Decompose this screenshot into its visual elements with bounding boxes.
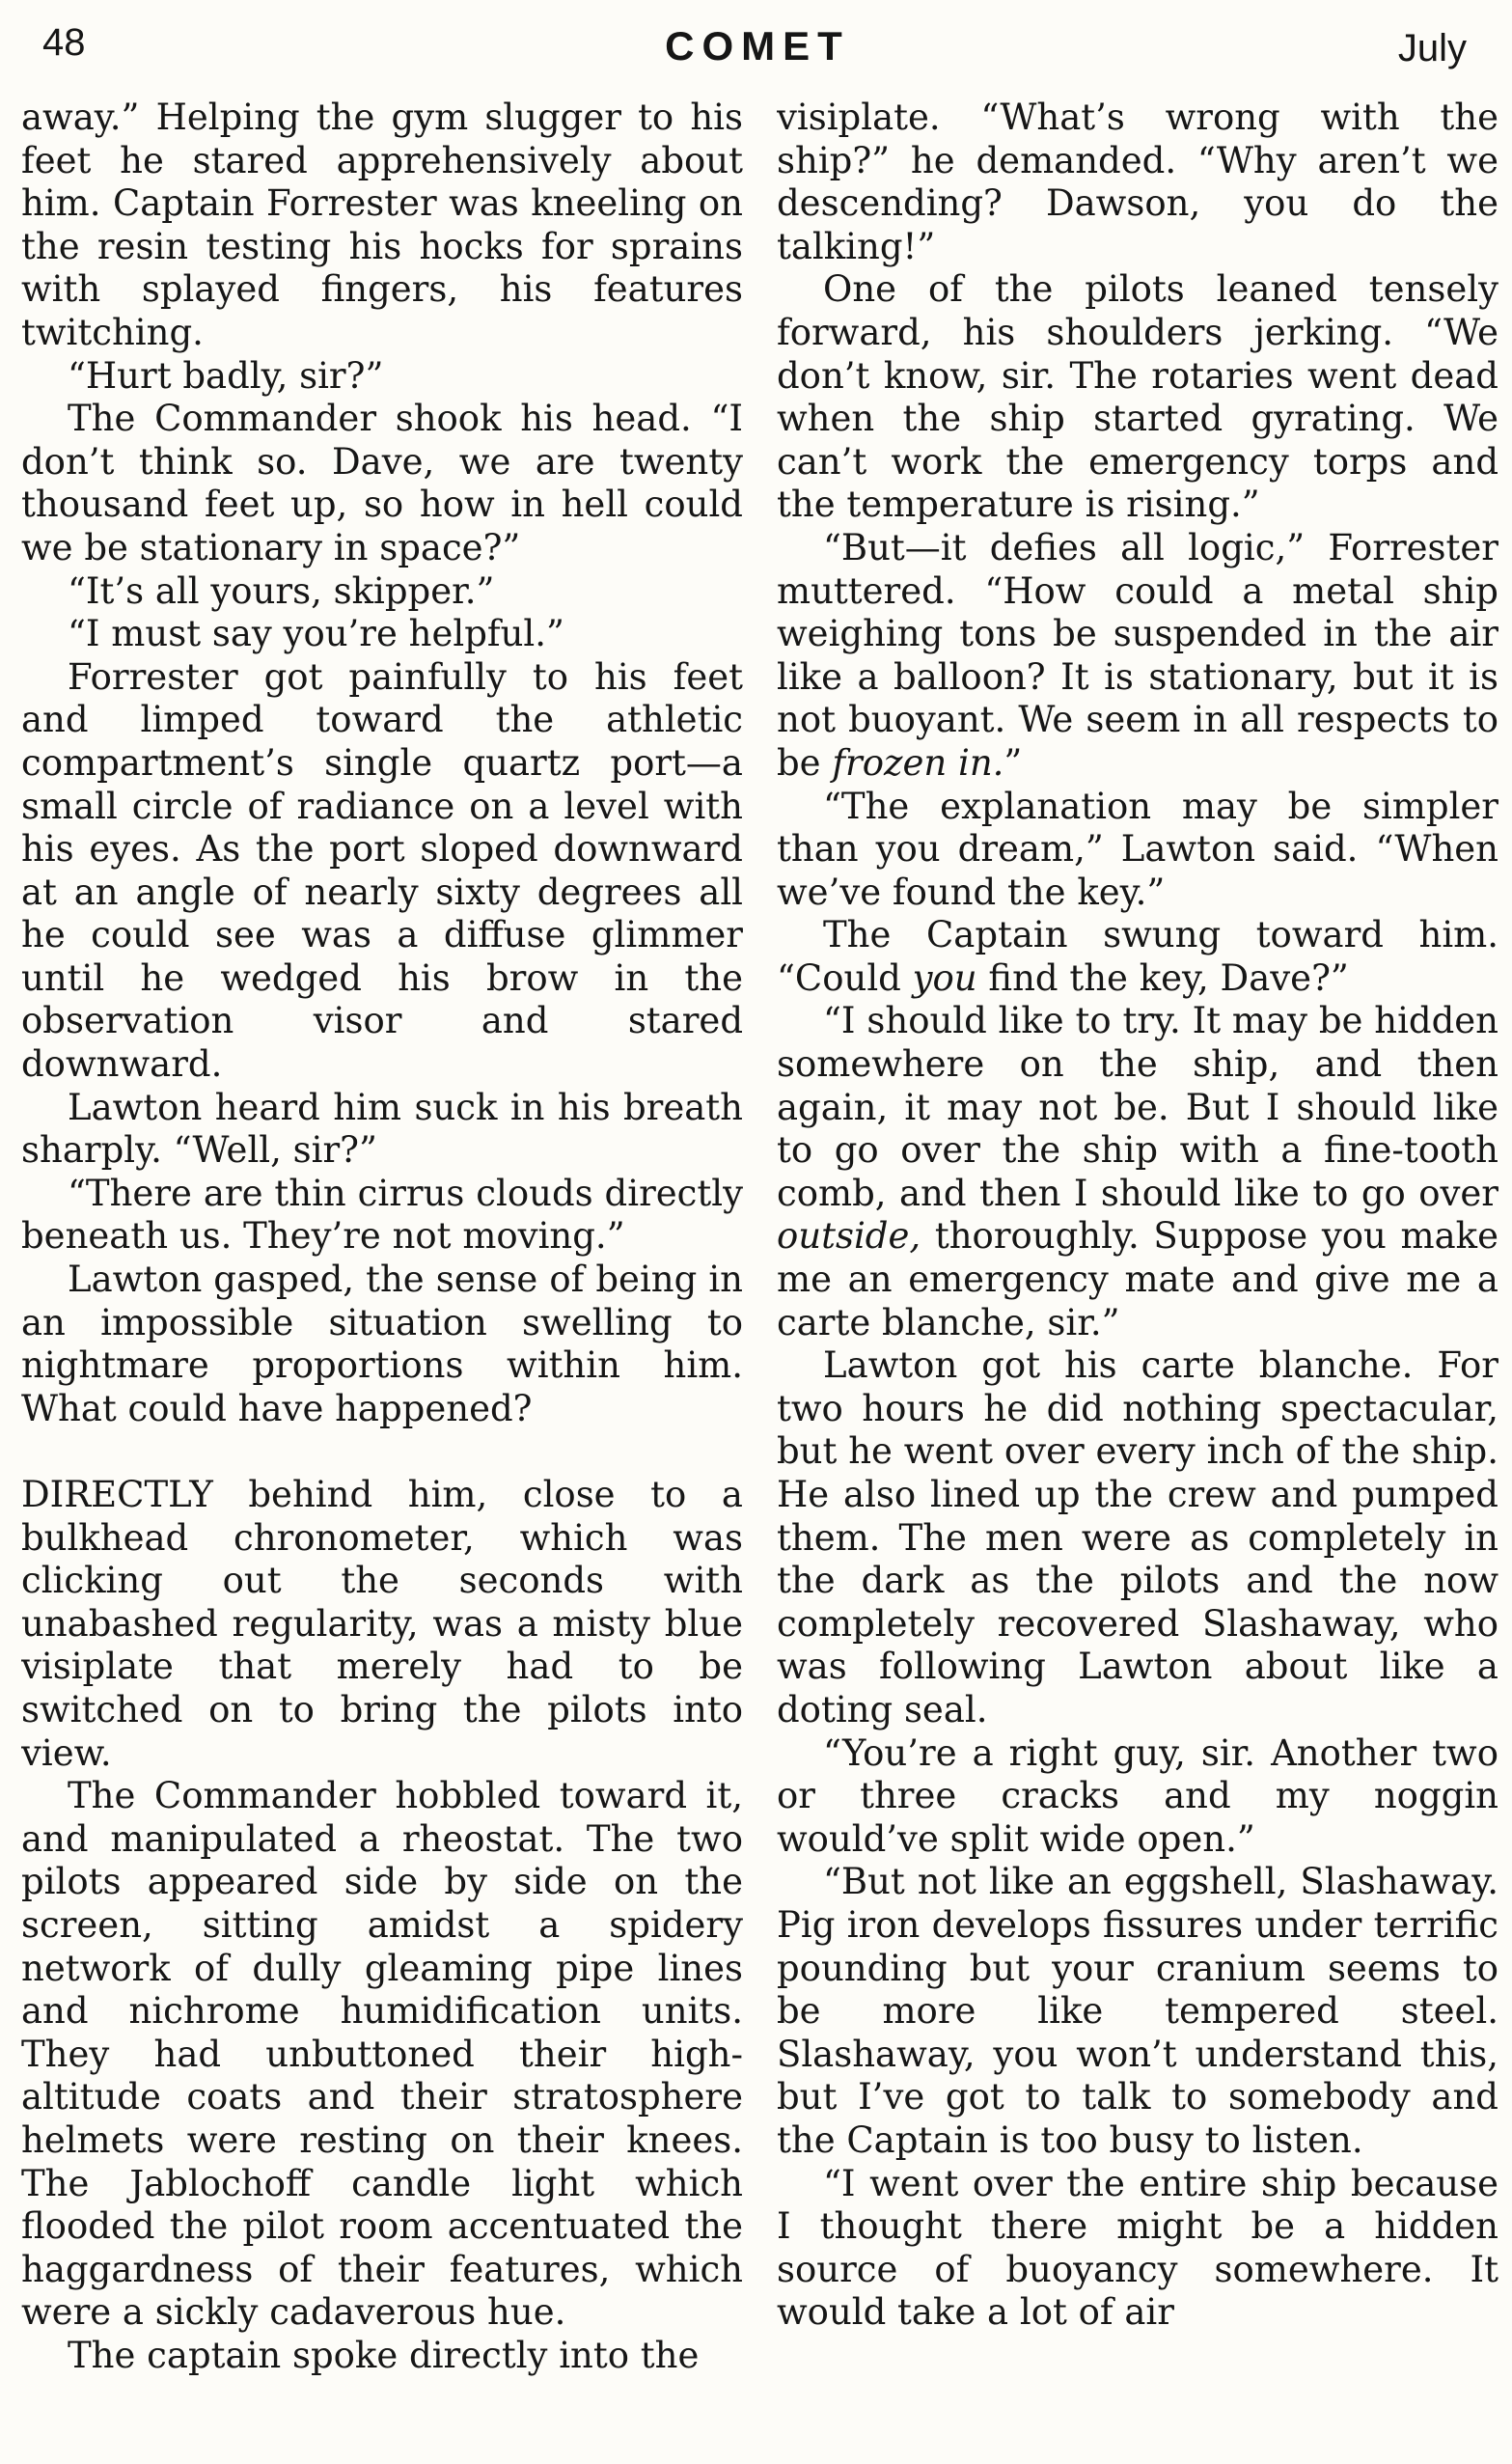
paragraph: [777, 914, 1498, 1000]
text-run: “I should like to try. It may be hidden somewhere on the ship, and then again, it may not be. But I should like to go over the ship with a fine-tooth comb, and then I should like to go over: [777, 1000, 1498, 1214]
paragraph: “Hurt badly, sir?”: [68, 354, 384, 397]
paragraph: visiplate. “What’s wrong with the ship?” he demanded. “Why aren’t we descending? Dawson, you do the talking!”: [777, 97, 1498, 267]
text-run: ”: [1003, 741, 1023, 784]
magazine-title: COMET: [665, 23, 850, 69]
paragraph: “There are thin cirrus clouds directly beneath us. They’re not moving.”: [21, 1172, 743, 1258]
text-run: find the key, Dave?”: [976, 956, 1349, 999]
section-start-paragraph: DIRECTLY behind him, close to a bulkhead chronometer, which was clicking out the seconds with unabashed regularity, was a misty blue visiplate that merely had to be switched on to bring the pilots into view.: [21, 1474, 743, 1774]
paragraph: Lawton gasped, the sense of being in an impossible situation swelling to nightmare proportions within him. What could have happened?: [21, 1259, 743, 1429]
paragraph: The Commander shook his head. “I don’t think so. Dave, we are twenty thousand feet up, so how in hell could we be stationary in space?”: [21, 398, 743, 568]
paragraph: “You’re a right guy, sir. Another two or three cracks and my noggin would’ve split wide open.”: [777, 1731, 1498, 1860]
paragraph: One of the pilots leaned tensely forward, his shoulders jerking. “We don’t know, sir. The rotaries went dead when the ship started gyrating. We can’t work the emergency torps and the temperature is rising.”: [777, 268, 1498, 526]
paragraph: “I must say you’re helpful.”: [68, 613, 564, 655]
page-header: [39, 21, 1476, 79]
issue-month: July: [1397, 27, 1467, 69]
paragraph: Forrester got painfully to his feet and limped toward the athletic compartment’s single quartz port—a small circle of radiance on a level with his eyes. As the port sloped downward at an angle of nearly sixty degrees all he could see was a diffuse glimmer until he wedged his brow in the observation visor and stared downward.: [21, 655, 743, 1086]
paragraph: “The explanation may be simpler than you dream,” Lawton said. “When we’ve found the key.”: [777, 785, 1498, 913]
text-run: “But—it defies all logic,” Forrester muttered. “How could a metal ship weighing tons be suspended in the air like a balloon? It is stationary, but it is not buoyant. We seem in all respects to be: [777, 526, 1498, 784]
paragraph: away.” Helping the gym slugger to his feet he stared apprehensively about him. Captain Forrester was kneeling on the resin testing his hocks for sprains with splayed fingers, his features twitching.: [21, 97, 743, 353]
paragraph: “But not like an eggshell, Slashaway. Pig iron develops fissures under terrific pounding but your cranium seems to be more like tempered steel. Slashaway, you won’t understand this, but I’ve got to talk to somebody and the Captain is too busy to listen.: [777, 1861, 1498, 2161]
paragraph: The captain spoke directly into the: [68, 2334, 700, 2376]
paragraph: Lawton heard him suck in his breath sharply. “Well, sir?”: [21, 1086, 743, 1172]
italic-text: you: [912, 956, 977, 999]
left-column: [21, 97, 743, 2451]
italic-text: outside,: [777, 1215, 921, 1258]
paragraph: “I went over the entire ship because I thought there might be a hidden source of buoyancy somewhere. It would take a lot of air: [777, 2162, 1498, 2334]
text-run: The Captain swung toward him. “Could: [777, 914, 1498, 999]
right-column: [777, 97, 1498, 2451]
paragraph: [777, 527, 1498, 786]
paragraph: Lawton got his carte blanche. For two hours he did nothing spectacular, but he went over every inch of the ship. He also lined up the crew and pumped them. The men were as completely in the dark as the pilots and the now completely recovered Slashaway, who was following Lawton about like a doting seal.: [777, 1344, 1498, 1730]
paragraph: The Commander hobbled toward it, and manipulated a rheostat. The two pilots appeared side by side on the screen, sitting amidst a spidery network of dully gleaming pipe lines and nichrome humidification units. They had unbuttoned their high-altitude coats and their stratosphere helmets were resting on their knees. The Jablochoff candle light which flooded the pilot room accentuated the haggardness of their features, which were a sickly cadaverous hue.: [21, 1775, 743, 2334]
page-number: 48: [42, 21, 86, 64]
italic-text: frozen in.: [832, 741, 1004, 784]
paragraph: [777, 1000, 1498, 1344]
paragraph: “It’s all yours, skipper.”: [68, 569, 495, 612]
text-run: thoroughly. Suppose you make me an emergency mate and give me a carte blanche, sir.”: [777, 1215, 1498, 1343]
